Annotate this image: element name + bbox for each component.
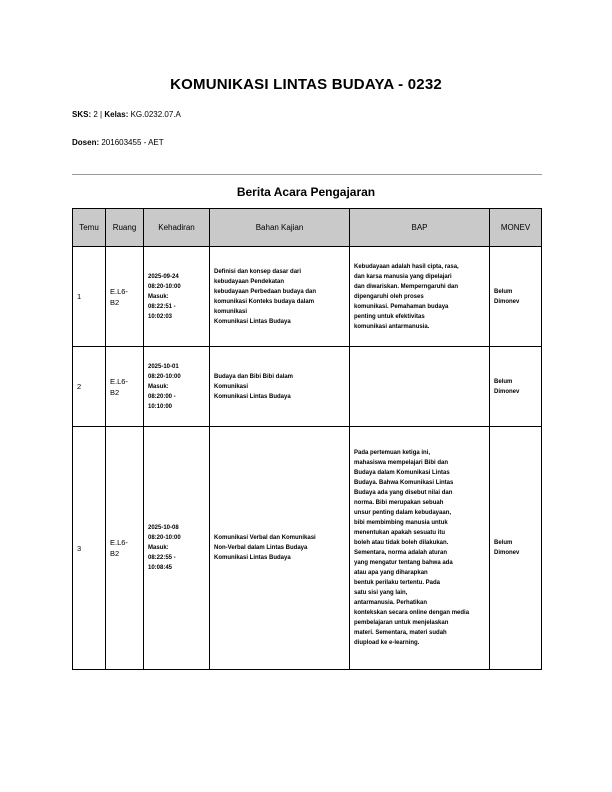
table-header-row xyxy=(73,209,542,247)
dosen-label: Dosen: xyxy=(72,138,100,147)
cell-ruang: E.L6- B2 xyxy=(106,347,144,427)
cell-bap: Pada pertemuan ketiga ini, mahasiswa mempelajari Bibi dan Budaya dalam Komunikasi Lintas Budaya. Bahwa Komunikasi Lintas Budaya ada yang disebut nilai dan norma. Bibi merupakan sebuah unsur penting dalam kebudayaan, bibi membimbing manusia untuk menentukan apakah sesuatu itu boleh atau tidak boleh dilakukan. Sementara, norma adalah aturan yang mengatur tentang bahwa ada atau apa yang diharapkan bentuk perilaku tertentu. Pada satu sisi yang lain, antarmanusia. Perhatikan kontekskan secara online dengan media pembelajaran untuk menjelaskan materi. Sementara, materi sudah diupload ke e-learning. xyxy=(350,427,490,670)
header-bap: BAP xyxy=(350,209,490,247)
kelas-label: Kelas: xyxy=(104,110,129,119)
sks-value: 2 | xyxy=(93,110,105,119)
meta-sks-kelas xyxy=(72,110,181,119)
cell-temu: 2 xyxy=(73,347,106,427)
header-kehadiran: Kehadiran xyxy=(144,209,210,247)
meta-dosen xyxy=(72,138,164,147)
header-temu: Temu xyxy=(73,209,106,247)
cell-ruang: E.L6- B2 xyxy=(106,247,144,347)
cell-kehadiran: 2025-09-24 08:20-10:00 Masuk: 08:22:51 - 10:02:03 xyxy=(144,247,210,347)
table-row xyxy=(73,347,542,427)
cell-ruang: E.L6- B2 xyxy=(106,427,144,670)
section-title: Berita Acara Pengajaran xyxy=(236,185,376,199)
header-monev: MONEV xyxy=(490,209,542,247)
cell-bap xyxy=(350,347,490,427)
table-row xyxy=(73,427,542,670)
cell-monev: Belum Dimonev xyxy=(490,347,542,427)
cell-monev: Belum Dimonev xyxy=(490,427,542,670)
header-ruang: Ruang xyxy=(106,209,144,247)
cell-bahan-kajian: Budaya dan Bibi Bibi dalam Komunikasi Komunikasi Lintas Budaya xyxy=(210,347,350,427)
cell-monev: Belum Dimonev xyxy=(490,247,542,347)
table-row xyxy=(73,247,542,347)
divider xyxy=(72,174,542,175)
bap-table xyxy=(72,208,542,670)
cell-temu: 3 xyxy=(73,427,106,670)
header-bahan-kajian: Bahan Kajian xyxy=(210,209,350,247)
cell-kehadiran: 2025-10-08 08:20-10:00 Masuk: 08:22:55 - 10:08:45 xyxy=(144,427,210,670)
cell-temu: 1 xyxy=(73,247,106,347)
document-title: KOMUNIKASI LINTAS BUDAYA - 0232 xyxy=(170,76,442,93)
cell-bahan-kajian: Definisi dan konsep dasar dari kebudayaan Pendekatan kebudayaan Perbedaan budaya dan komunikasi Konteks budaya dalam komunikasi Komunikasi Lintas Budaya xyxy=(210,247,350,347)
sks-label: SKS: xyxy=(72,110,92,119)
cell-bahan-kajian: Komunikasi Verbal dan Komunikasi Non-Verbal dalam Lintas Budaya Komunikasi Lintas Budaya xyxy=(210,427,350,670)
cell-kehadiran: 2025-10-01 08:20-10:00 Masuk: 08:20:00 - 10:10:00 xyxy=(144,347,210,427)
kelas-value: KG.0232.07.A xyxy=(130,110,181,119)
dosen-value: 201603455 - AET xyxy=(101,138,164,147)
cell-bap: Kebudayaan adalah hasil cipta, rasa, dan karsa manusia yang dipelajari dan diwariskan. Memperngaruhi dan dipengaruhi oleh proses komunikasi. Pemahaman budaya penting untuk efektivitas komunikasi antarmanusia. xyxy=(350,247,490,347)
